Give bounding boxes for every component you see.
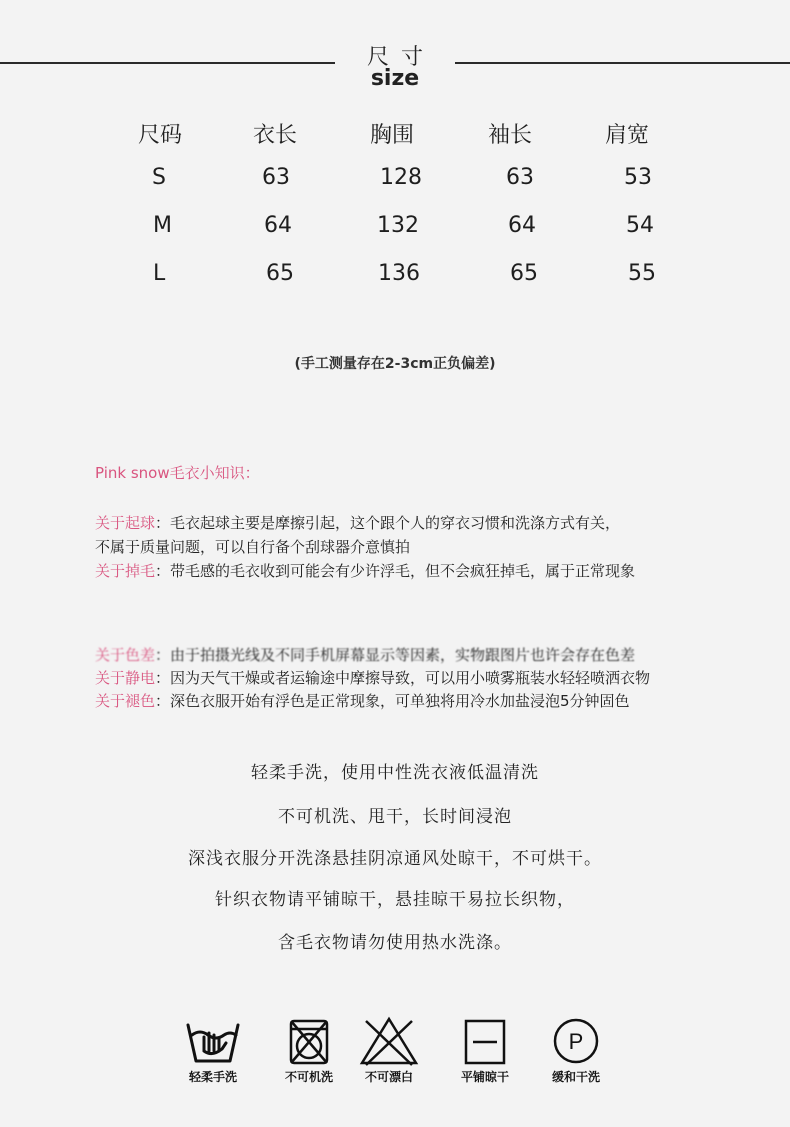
tip-color-diff-text: ：由于拍摄光线及不同手机屏幕显示等因素，实物跟图片也许会存在色差 xyxy=(155,646,636,664)
size-title-zh: 尺寸 xyxy=(366,45,435,70)
row-m-shoulder: 54 xyxy=(626,213,654,238)
tip-static xyxy=(95,667,650,688)
row-l-shoulder: 55 xyxy=(628,261,656,286)
row-m-length: 64 xyxy=(264,213,292,238)
tip-shedding-label: 关于掉毛 xyxy=(95,562,156,580)
tips-title: Pink snow毛衣小知识： xyxy=(95,464,260,482)
tip-shedding xyxy=(95,560,635,581)
measure-note: (手工测量存在2-3cm正负偏差) xyxy=(294,356,496,372)
row-l-size: L xyxy=(153,261,166,286)
row-s-shoulder: 53 xyxy=(624,165,652,190)
tip-pilling-text2: 不属于质量问题，可以自行备个刮球器介意慎拍 xyxy=(95,538,411,556)
flat-dry-label: 平铺晾干 xyxy=(460,1070,509,1084)
header-sleeve: 袖长 xyxy=(488,123,533,148)
header-chest: 胸围 xyxy=(370,123,415,148)
row-l-sleeve: 65 xyxy=(510,261,538,286)
row-l-chest: 136 xyxy=(378,261,420,286)
tip-pilling-label: 关于起球 xyxy=(95,514,156,532)
hand-wash-icon xyxy=(178,1015,248,1067)
header-shoulder: 肩宽 xyxy=(605,123,650,148)
tip-static-text: ：因为天气干燥或者运输途中摩擦导致，可以用小喷雾瓶装水轻轻喷洒衣物 xyxy=(155,669,651,687)
care-line-3: 深浅衣服分开洗涤悬挂阴凉通风处晾干，不可烘干。 xyxy=(188,849,602,869)
size-title-en: size xyxy=(370,66,420,91)
row-s-chest: 128 xyxy=(380,165,422,190)
dry-clean-label: 缓和干洗 xyxy=(551,1070,600,1084)
header-length: 衣长 xyxy=(253,123,298,148)
care-line-1: 轻柔手洗，使用中性洗衣液低温清洗 xyxy=(251,763,539,783)
flat-dry-icon xyxy=(450,1015,520,1067)
row-s-sleeve: 63 xyxy=(506,165,534,190)
tip-shedding-text: ：带毛感的毛衣收到可能会有少许浮毛，但不会疯狂掉毛，属于正常现象 xyxy=(155,562,636,580)
row-m-chest: 132 xyxy=(377,213,419,238)
header-rule-right xyxy=(455,62,790,64)
row-m-size: M xyxy=(153,213,172,238)
tip-fading xyxy=(95,690,630,711)
tip-fading-text: ：深色衣服开始有浮色是正常现象，可单独将用冷水加盐浸泡5分钟固色 xyxy=(155,692,630,710)
row-s-length: 63 xyxy=(262,165,290,190)
tip-color-diff-label: 关于色差 xyxy=(95,646,156,664)
header-size: 尺码 xyxy=(138,123,183,148)
tip-pilling-line2 xyxy=(95,536,410,557)
row-s-size: S xyxy=(152,165,166,190)
no-machine-wash-label: 不可机洗 xyxy=(284,1070,333,1084)
no-machine-wash-icon xyxy=(274,1015,344,1067)
row-l-length: 65 xyxy=(266,261,294,286)
tip-pilling-text: ：毛衣起球主要是摩擦引起，这个跟个人的穿衣习惯和洗涤方式有关， xyxy=(155,514,621,532)
hand-wash-label: 轻柔手洗 xyxy=(188,1070,237,1084)
tip-pilling xyxy=(95,512,620,533)
dry-clean-glyph: P xyxy=(568,1029,584,1054)
care-line-4: 针织衣物请平铺晾干，悬挂晾干易拉长织物， xyxy=(215,890,575,910)
no-bleach-label: 不可漂白 xyxy=(364,1070,413,1084)
tip-fading-label: 关于褪色 xyxy=(95,692,156,710)
tip-color-diff xyxy=(95,644,635,665)
row-m-sleeve: 64 xyxy=(508,213,536,238)
header-rule-left xyxy=(0,62,335,64)
no-bleach-icon xyxy=(354,1015,424,1067)
care-line-5: 含毛衣物请勿使用热水洗涤。 xyxy=(278,933,512,953)
care-line-2: 不可机洗、甩干，长时间浸泡 xyxy=(278,807,512,827)
tip-static-label: 关于静电 xyxy=(95,669,156,687)
dry-clean-p-icon xyxy=(541,1015,611,1067)
